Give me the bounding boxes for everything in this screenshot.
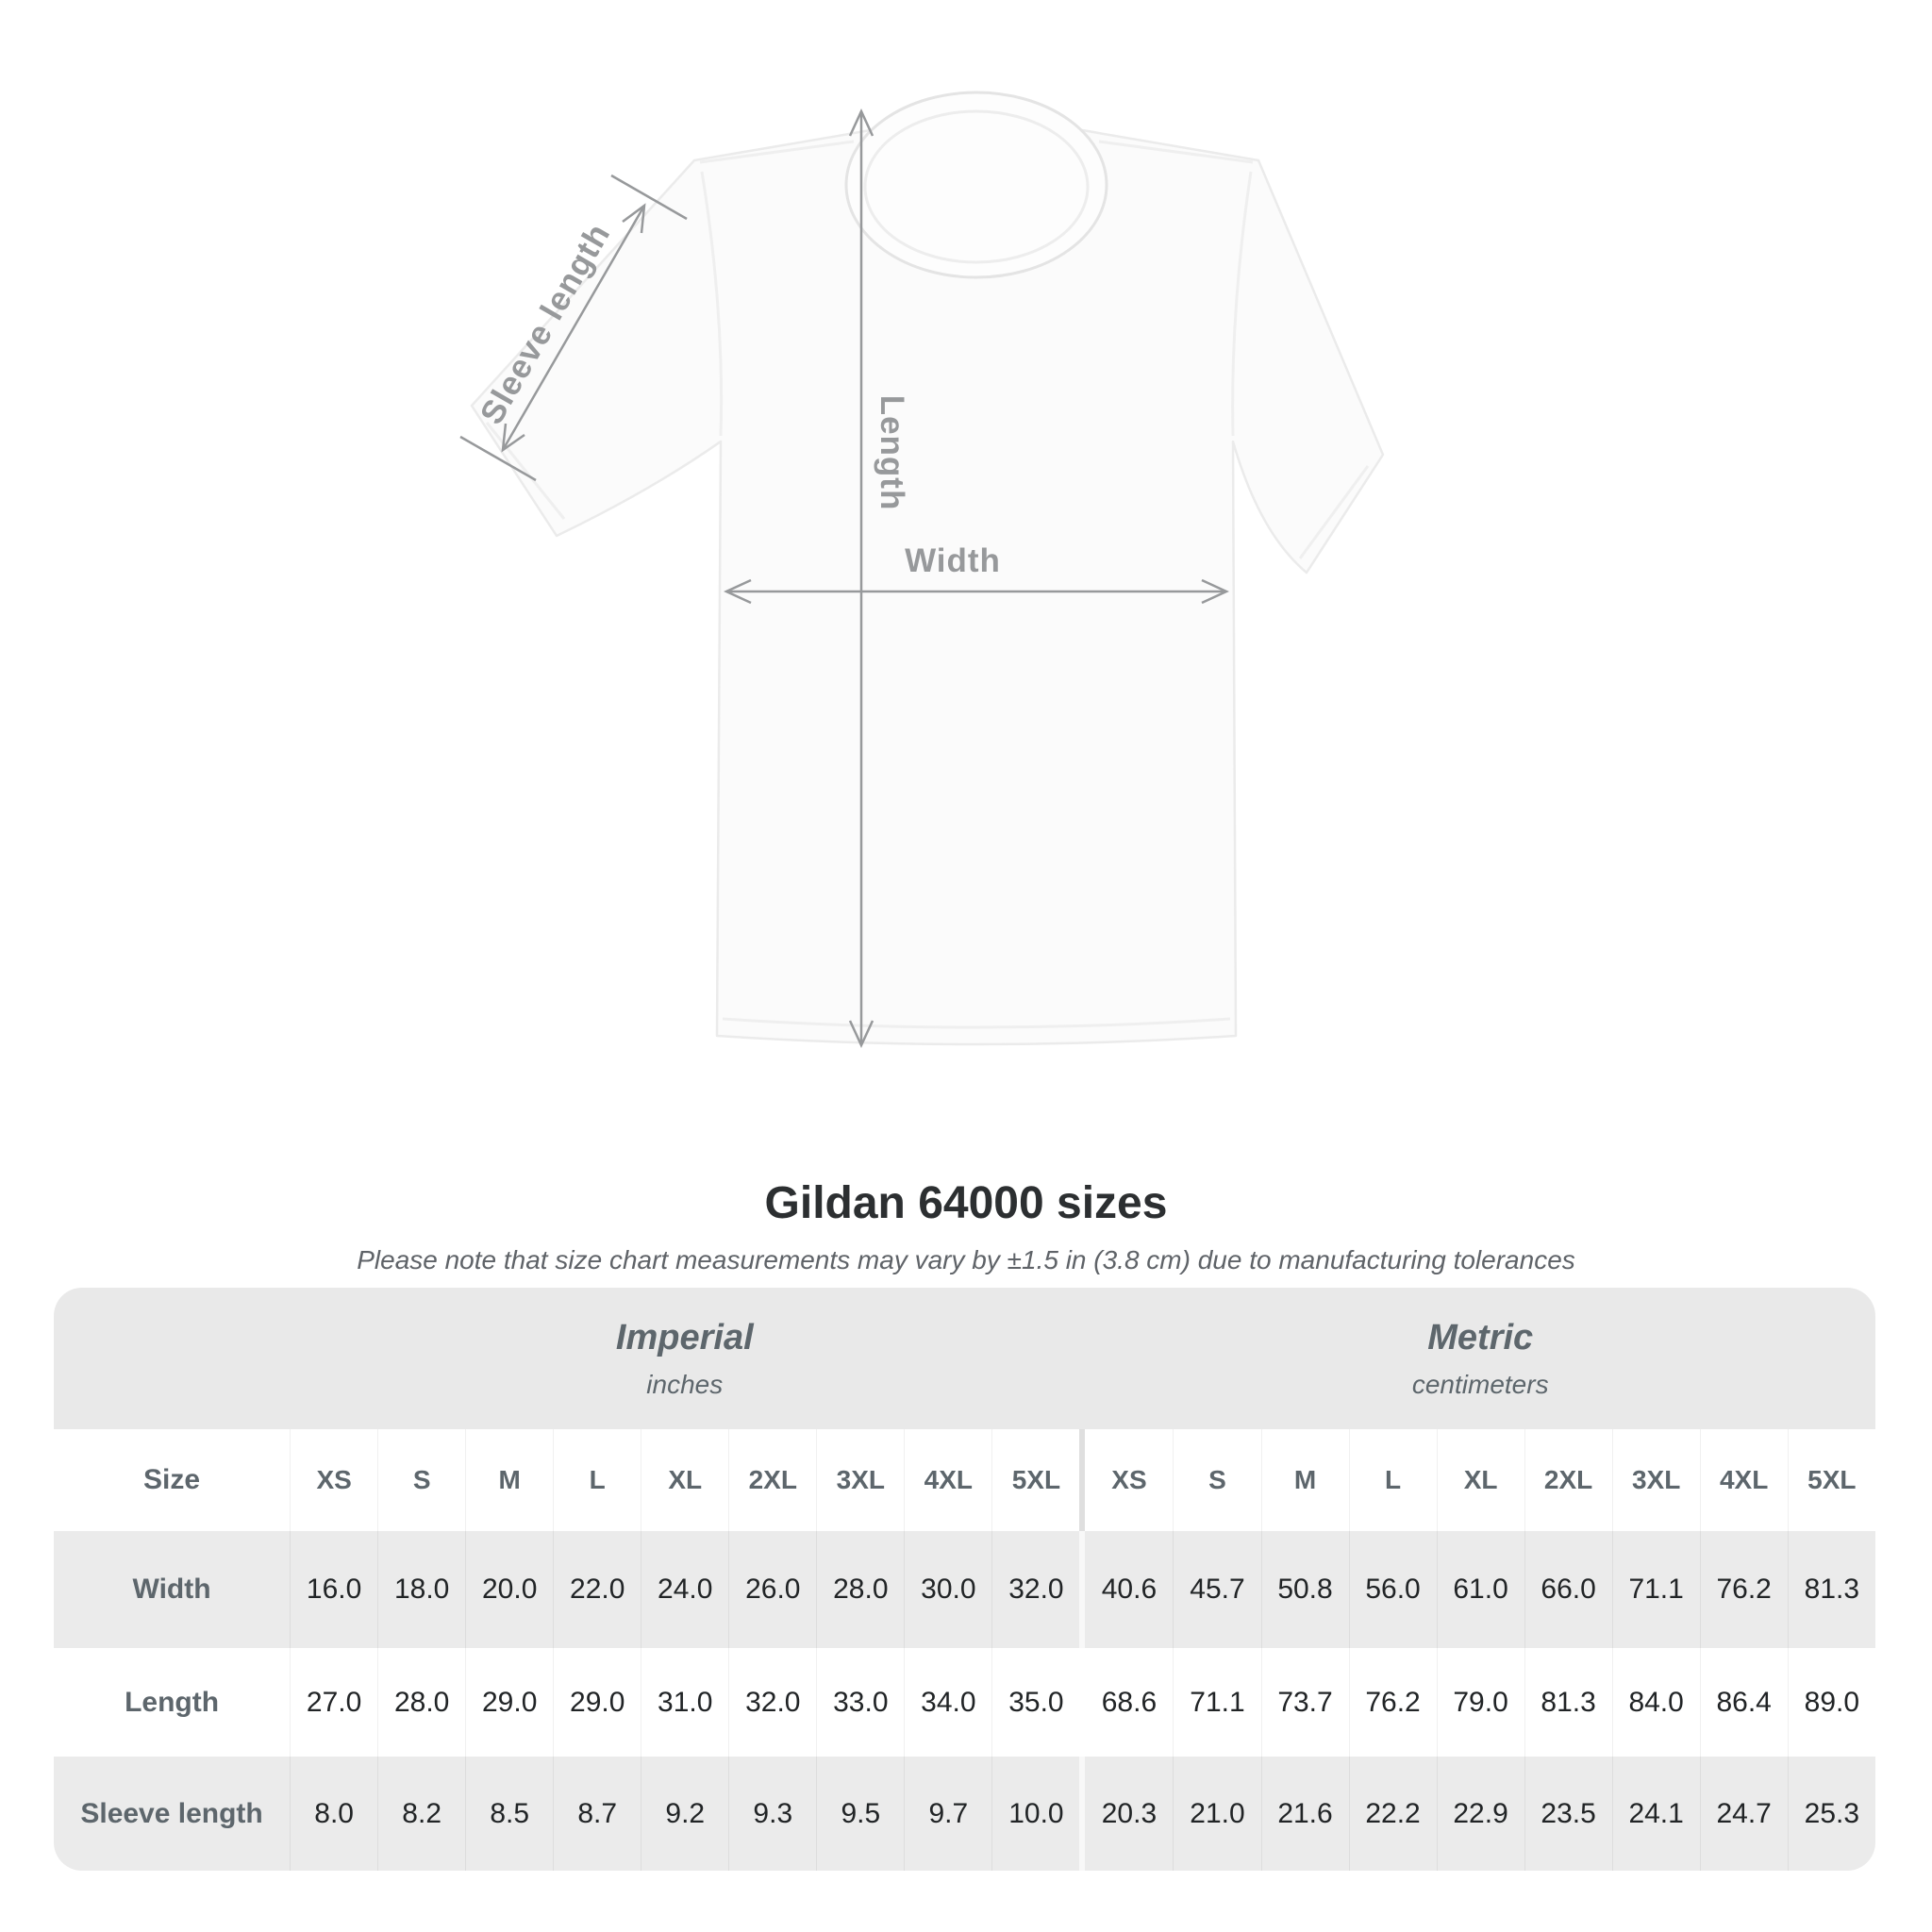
value-cell: 20.0	[465, 1531, 553, 1648]
size-header-cell: XL	[1437, 1429, 1524, 1531]
value-cell: 68.6	[1085, 1648, 1173, 1757]
value-cell: 24.1	[1612, 1757, 1700, 1871]
row-label: Width	[54, 1531, 290, 1648]
measurement-row	[54, 1757, 1875, 1871]
row-label: Sleeve length	[54, 1757, 290, 1871]
value-cell: 24.0	[641, 1531, 728, 1648]
size-header-cell: M	[465, 1429, 553, 1531]
size-header-cell: 5XL	[1788, 1429, 1875, 1531]
collar-outer	[846, 92, 1107, 277]
value-cell: 61.0	[1437, 1531, 1524, 1648]
value-cell: 9.3	[728, 1757, 816, 1871]
value-cell: 73.7	[1261, 1648, 1349, 1757]
value-cell: 27.0	[290, 1648, 377, 1757]
value-cell: 76.2	[1700, 1531, 1788, 1648]
metric-group-header	[1085, 1288, 1875, 1429]
value-cell: 86.4	[1700, 1648, 1788, 1757]
size-table	[54, 1288, 1875, 1871]
imperial-group-header	[290, 1288, 1079, 1429]
size-header-cell: XL	[641, 1429, 728, 1531]
value-cell: 16.0	[290, 1531, 377, 1648]
size-header-row	[54, 1429, 1875, 1531]
measurement-row	[54, 1531, 1875, 1648]
value-cell: 29.0	[465, 1648, 553, 1757]
value-cell: 76.2	[1349, 1648, 1437, 1757]
size-header-cell: XS	[290, 1429, 377, 1531]
size-header-cell: 3XL	[816, 1429, 904, 1531]
size-header-cell: S	[377, 1429, 465, 1531]
value-cell: 79.0	[1437, 1648, 1524, 1757]
size-header-cell: 3XL	[1612, 1429, 1700, 1531]
imperial-label: Imperial	[615, 1317, 754, 1357]
value-cell: 32.0	[991, 1531, 1079, 1648]
value-cell: 8.5	[465, 1757, 553, 1871]
value-cell: 24.7	[1700, 1757, 1788, 1871]
value-cell: 40.6	[1085, 1531, 1173, 1648]
value-cell: 33.0	[816, 1648, 904, 1757]
size-header-cell: 4XL	[1700, 1429, 1788, 1531]
value-cell: 35.0	[991, 1648, 1079, 1757]
value-cell: 66.0	[1524, 1531, 1612, 1648]
value-cell: 20.3	[1085, 1757, 1173, 1871]
value-cell: 84.0	[1612, 1648, 1700, 1757]
imperial-unit: inches	[646, 1369, 724, 1399]
value-cell: 71.1	[1612, 1531, 1700, 1648]
table-header-band	[54, 1288, 1875, 1429]
value-cell: 25.3	[1788, 1757, 1875, 1871]
value-cell: 8.2	[377, 1757, 465, 1871]
size-column-label: Size	[54, 1429, 290, 1531]
value-cell: 22.0	[553, 1531, 641, 1648]
value-cell: 9.7	[904, 1757, 991, 1871]
sleeve-length-label: Sleeve length	[473, 217, 618, 431]
size-header-cell: L	[553, 1429, 641, 1531]
width-label: Width	[905, 542, 1001, 579]
value-cell: 56.0	[1349, 1531, 1437, 1648]
page-subtitle: Please note that size chart measurements may vary by ±1.5 in (3.8 cm) due to manufacturing tolerances	[357, 1245, 1575, 1274]
size-table-grid	[54, 1288, 1875, 1871]
page-title: Gildan 64000 sizes	[764, 1178, 1168, 1228]
value-cell: 9.2	[641, 1757, 728, 1871]
value-cell: 26.0	[728, 1531, 816, 1648]
value-cell: 28.0	[377, 1648, 465, 1757]
value-cell: 9.5	[816, 1757, 904, 1871]
value-cell: 18.0	[377, 1531, 465, 1648]
value-cell: 81.3	[1788, 1531, 1875, 1648]
value-cell: 71.1	[1173, 1648, 1260, 1757]
size-header-cell: 2XL	[1524, 1429, 1612, 1531]
value-cell: 23.5	[1524, 1757, 1612, 1871]
value-cell: 21.6	[1261, 1757, 1349, 1871]
measurement-row	[54, 1648, 1875, 1757]
metric-label: Metric	[1427, 1317, 1534, 1357]
header-blank-cell	[54, 1288, 290, 1429]
value-cell: 10.0	[991, 1757, 1079, 1871]
value-cell: 32.0	[728, 1648, 816, 1757]
size-header-cell: L	[1349, 1429, 1437, 1531]
value-cell: 29.0	[553, 1648, 641, 1757]
size-header-cell: S	[1173, 1429, 1260, 1531]
size-header-cell: 5XL	[991, 1429, 1079, 1531]
size-header-cell: 2XL	[728, 1429, 816, 1531]
value-cell: 34.0	[904, 1648, 991, 1757]
length-label: Length	[874, 394, 910, 511]
value-cell: 30.0	[904, 1531, 991, 1648]
size-header-cell: 4XL	[904, 1429, 991, 1531]
value-cell: 50.8	[1261, 1531, 1349, 1648]
value-cell: 8.7	[553, 1757, 641, 1871]
value-cell: 8.0	[290, 1757, 377, 1871]
value-cell: 21.0	[1173, 1757, 1260, 1871]
value-cell: 22.2	[1349, 1757, 1437, 1871]
size-header-cell: XS	[1085, 1429, 1173, 1531]
value-cell: 22.9	[1437, 1757, 1524, 1871]
value-cell: 89.0	[1788, 1648, 1875, 1757]
value-cell: 28.0	[816, 1531, 904, 1648]
row-label: Length	[54, 1648, 290, 1757]
metric-unit: centimeters	[1411, 1369, 1549, 1399]
value-cell: 81.3	[1524, 1648, 1612, 1757]
size-header-cell: M	[1261, 1429, 1349, 1531]
value-cell: 31.0	[641, 1648, 728, 1757]
value-cell: 45.7	[1173, 1531, 1260, 1648]
